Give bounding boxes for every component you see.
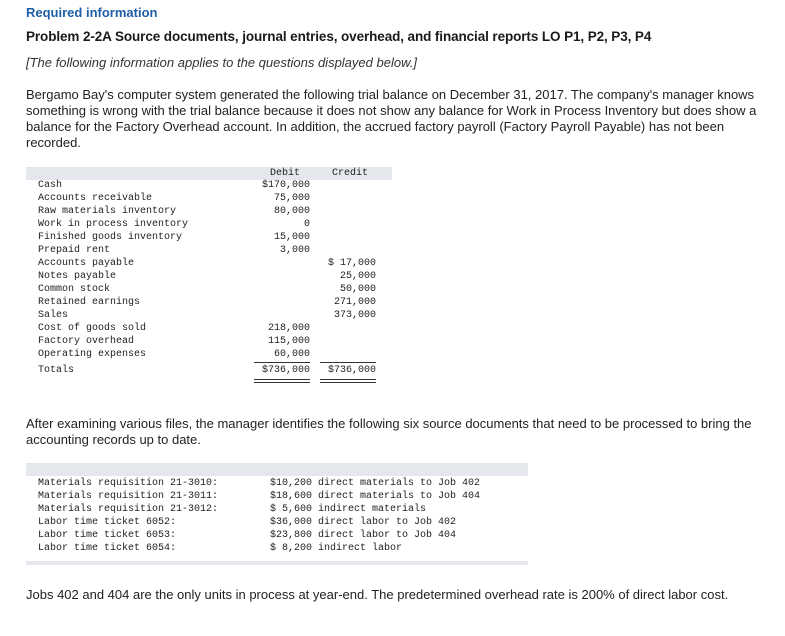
document-detail: $18,600 direct materials to Job 404: [270, 491, 481, 502]
table-row: [26, 271, 392, 284]
account-name: Sales: [38, 310, 69, 321]
debit-amount: 60,000: [273, 349, 310, 360]
source-documents-table: [26, 463, 528, 565]
table-row: [26, 219, 392, 232]
table-row: [26, 349, 392, 362]
credit-total: $736,000: [327, 365, 376, 376]
intro-paragraph: Bergamo Bay's computer system generated the following trial balance on December 31, 2017. The company's manager knows something is wrong with the trial balance because it does not show any balance for Work in Process Inventory but does show a balance for the Factory Overhead account. In addition, the accrued factory payroll (Factory Payroll Payable) has not been recorded.: [26, 87, 757, 150]
document-detail: $ 8,200 indirect labor: [270, 543, 403, 554]
source-documents-footer-bar: [26, 561, 528, 565]
list-item: [26, 478, 528, 491]
account-name: Cash: [38, 180, 63, 191]
table-row: [26, 232, 392, 245]
table-row: [26, 310, 392, 323]
list-item: [26, 504, 528, 517]
account-name: Finished goods inventory: [38, 232, 183, 243]
table-row: [26, 297, 392, 310]
debit-amount: 115,000: [267, 336, 310, 347]
table-row: [26, 258, 392, 271]
list-item: [26, 491, 528, 504]
credit-column-header: Credit: [332, 168, 369, 179]
table-row: [26, 245, 392, 258]
table-row: [26, 284, 392, 297]
list-item: [26, 543, 528, 556]
debit-amount: $170,000: [261, 180, 310, 191]
credit-underline: [320, 362, 376, 363]
account-name: Prepaid rent: [38, 245, 111, 256]
credit-amount: $ 17,000: [327, 258, 376, 269]
credit-amount: 271,000: [333, 297, 376, 308]
debit-amount: 3,000: [279, 245, 310, 256]
required-information-heading: Required information: [26, 5, 158, 20]
credit-double-underline: [320, 379, 376, 383]
totals-row: [26, 365, 392, 378]
applies-note: [The following information applies to the questions displayed below.]: [26, 55, 417, 70]
debit-amount: 75,000: [273, 193, 310, 204]
debit-column-header: Debit: [270, 168, 301, 179]
credit-amount: 373,000: [333, 310, 376, 321]
list-item: [26, 530, 528, 543]
document-detail: $23,800 direct labor to Job 404: [270, 530, 457, 541]
trial-balance-table: [26, 167, 392, 382]
totals-label: Totals: [38, 365, 75, 376]
list-item: [26, 517, 528, 530]
account-name: Accounts payable: [38, 258, 135, 269]
document-label: Labor time ticket 6053:: [38, 530, 177, 541]
account-name: Operating expenses: [38, 349, 147, 360]
debit-amount: 80,000: [273, 206, 310, 217]
credit-amount: 50,000: [339, 284, 376, 295]
source-documents-paragraph: After examining various files, the manager identifies the following six source documents that need to be processed to bring the accounting records up to date.: [26, 416, 752, 447]
table-row: [26, 206, 392, 219]
account-name: Factory overhead: [38, 336, 135, 347]
credit-amount: 25,000: [339, 271, 376, 282]
table-row: [26, 336, 392, 349]
source-documents-header-bar: [26, 463, 528, 476]
table-row: [26, 323, 392, 336]
problem-title: Problem 2-2A Source documents, journal entries, overhead, and financial reports LO P1, P2, P3, P4: [26, 29, 652, 44]
debit-double-underline: [254, 379, 310, 383]
account-name: Work in process inventory: [38, 219, 189, 230]
document-label: Labor time ticket 6052:: [38, 517, 177, 528]
account-name: Notes payable: [38, 271, 117, 282]
account-name: Retained earnings: [38, 297, 141, 308]
debit-amount: 0: [303, 219, 310, 230]
overhead-rate-paragraph: Jobs 402 and 404 are the only units in process at year-end. The predetermined overhead rate is 200% of direct labor cost.: [26, 587, 729, 602]
document-label: Labor time ticket 6054:: [38, 543, 177, 554]
account-name: Common stock: [38, 284, 111, 295]
debit-total: $736,000: [261, 365, 310, 376]
document-detail: $36,000 direct labor to Job 402: [270, 517, 457, 528]
document-label: Materials requisition 21-3012:: [38, 504, 219, 515]
account-name: Raw materials inventory: [38, 206, 177, 217]
table-row: [26, 193, 392, 206]
document-label: Materials requisition 21-3010:: [38, 478, 219, 489]
table-row: [26, 180, 392, 193]
document-detail: $ 5,600 indirect materials: [270, 504, 427, 515]
account-name: Accounts receivable: [38, 193, 153, 204]
debit-underline: [254, 362, 310, 363]
document-label: Materials requisition 21-3011:: [38, 491, 219, 502]
debit-amount: 218,000: [267, 323, 310, 334]
debit-amount: 15,000: [273, 232, 310, 243]
document-detail: $10,200 direct materials to Job 402: [270, 478, 481, 489]
account-name: Cost of goods sold: [38, 323, 147, 334]
